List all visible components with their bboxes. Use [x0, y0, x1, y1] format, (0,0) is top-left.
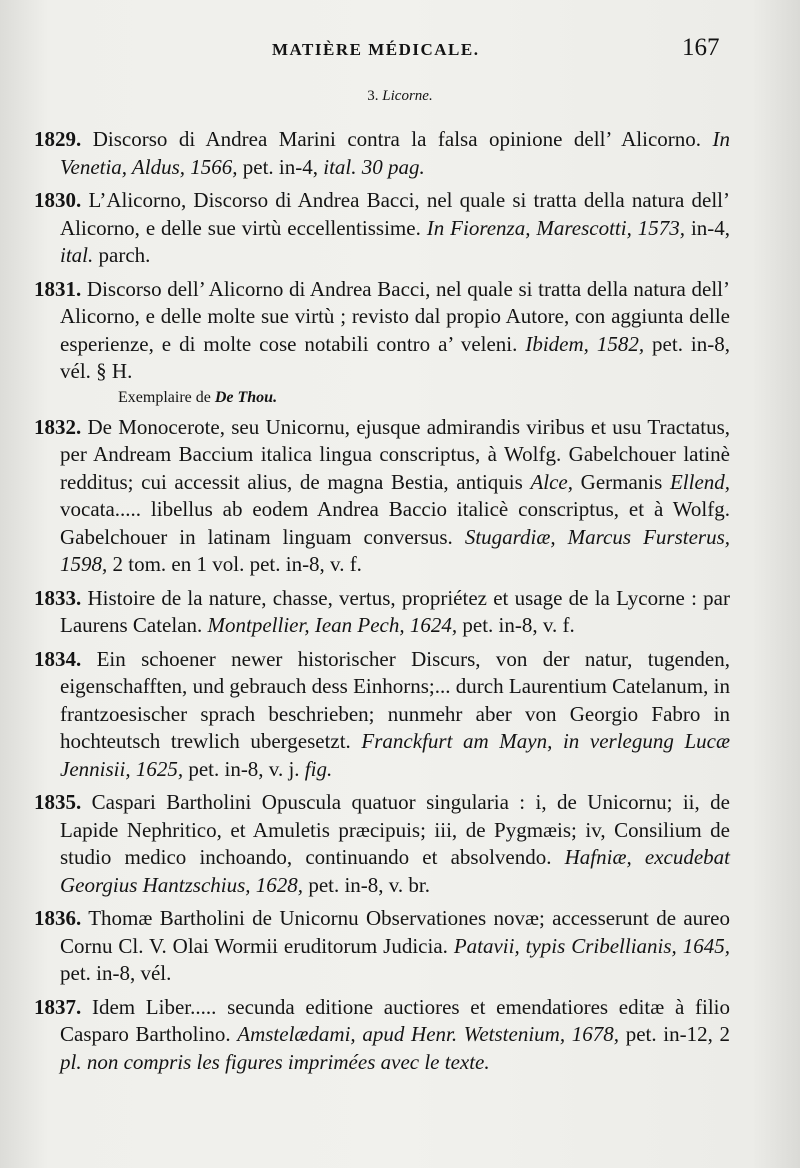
- entry-italic-word: Alce,: [530, 469, 574, 494]
- entry-text: Idem Liber..... secunda editione auctiores et emendatiores editæ à filio Casparo Bartholino.: [60, 994, 730, 1046]
- entry-imprint: In Fiorenza, Marescotti, 1573,: [426, 215, 686, 240]
- entry-1837: [34, 994, 730, 1077]
- entry-text: Ein schoener newer historischer Discurs, von der natur, tugenden, eigenschafften, und gebrauch dess Einhorns;... durch Laurentium Catelanum, in frantzoesischer sprach beschrieben; nunmehr aber von Georgio Fabro in hochteutsch trewlich ubergesetzt.: [60, 646, 731, 753]
- entry-tail: pl. non compris les figures imprimées avec le texte.: [60, 1049, 490, 1074]
- note-name: De Thou.: [214, 388, 278, 406]
- running-head: MATIÈRE MÉDICALE.: [272, 40, 480, 59]
- entry-text-middle: Germanis: [580, 469, 663, 494]
- entry-format: pet. in-8, v. j.: [188, 756, 300, 781]
- entry-text: Caspari Bartholini Opuscula quatuor singularia : i, de Unicornu; ii, de Lapide Nephritico, et Amuletis præcipuis; iii, de Pygmæis; iv, Consilium de studio medico inchoando, continuando et absolvendo.: [60, 790, 730, 869]
- entry-number: 1836.: [34, 906, 82, 930]
- entry-tail: ital. 30 pag.: [323, 154, 425, 179]
- entry-1829: [34, 126, 730, 181]
- entry-imprint: Montpellier, Iean Pech, 1624,: [207, 613, 458, 637]
- entry-text: De Monocerote, seu Unicornu, ejusque admirandis viribus et usu Tractatus, per Andream Baccium italica lingua conscriptus, à Wolfg. Gabelchouer latinè redditus; cui accessit alius, de magna Bestia, antiquis: [60, 414, 730, 494]
- entry-text: Discorso dell’ Alicorno di Andrea Bacci, nel quale si tratta della natura dell’ Alicorno, e delle molte sue virtù ; revisto dal propio Autore, con aggiunta delle esperienze, e di molte cose notabili contro a’ veleni.: [60, 276, 730, 356]
- entry-text: Thomæ Bartholini de Unicornu Observationes novæ; accesserunt de aureo Cornu Cl. V. Olai Wormii eruditorum Judicia.: [60, 906, 730, 958]
- entry-text: L’Alicorno, Discorso di Andrea Bacci, nel quale si tratta della natura dell’ Alicorno, e delle sue virtù eccellentissime.: [60, 188, 730, 240]
- section-title: Licorne.: [382, 88, 433, 104]
- note-prefix: Exemplaire de: [118, 388, 211, 406]
- section-heading: [0, 88, 800, 105]
- entry-number: 1837.: [34, 994, 82, 1019]
- entry-imprint: In Venetia, Aldus, 1566,: [60, 127, 731, 179]
- entry-number: 1835.: [34, 790, 82, 814]
- entry-imprint: Hafniæ, excudebat Georgius Hantzschius, 1628,: [60, 845, 730, 897]
- entry-imprint: Patavii, typis Cribellianis, 1645,: [453, 933, 730, 958]
- provenance-note: [118, 388, 730, 408]
- page-header: [0, 34, 800, 70]
- entry-text: Histoire de la nature, chasse, vertus, propriétez et usage de la Lycorne : par Laurens Catelan.: [60, 585, 730, 637]
- entry-format: in-4,: [690, 215, 731, 240]
- entry-imprint: Franckfurt am Mayn, in verlegung Lucæ Jennisii, 1625,: [60, 729, 730, 781]
- entry-1832: [34, 414, 730, 579]
- entry-1830: [34, 187, 730, 270]
- entry-1833: [34, 585, 730, 640]
- entry-number: 1829.: [34, 127, 82, 151]
- entry-number: 1832.: [34, 414, 82, 439]
- entry-tail: fig.: [304, 756, 333, 781]
- entry-number: 1833.: [34, 585, 82, 610]
- entry-format: pet. in-12, 2: [625, 1022, 731, 1046]
- entry-1831: [34, 276, 730, 386]
- entry-text-rest: vocata..... libellus ab eodem Andrea Baccio italicè conscriptus, et à Wolfg. Gabelchouer in latinam linguam conversus.: [60, 497, 730, 549]
- entry-number: 1831.: [34, 276, 82, 301]
- section-number: 3.: [367, 88, 379, 104]
- entry-number: 1830.: [34, 188, 82, 212]
- entry-imprint: Stugardiæ, Marcus Fursterus, 1598,: [60, 524, 730, 576]
- entry-imprint: Amstelædami, apud Henr. Wetstenium, 1678,: [237, 1022, 620, 1046]
- entry-1835: [34, 789, 730, 899]
- entry-format: pet. in-8, v. br.: [308, 872, 431, 897]
- entry-1834: [34, 646, 730, 784]
- entry-text: Discorso di Andrea Marini contra la falsa opinione dell’ Alicorno.: [92, 127, 702, 151]
- entry-format: 2 tom. en 1 vol. pet. in-8, v. f.: [112, 552, 362, 576]
- entry-binding: parch.: [98, 243, 151, 267]
- entry-imprint: Ibidem, 1582,: [525, 331, 645, 356]
- entry-italic-word: Ellend,: [669, 469, 731, 494]
- entry-format: pet. in-4,: [242, 154, 318, 179]
- entry-1836: [34, 905, 730, 988]
- entry-format: pet. in-8, v. f.: [462, 613, 575, 637]
- bibliography-list: [34, 126, 730, 1082]
- entry-tail: ital.: [60, 243, 94, 267]
- entry-format: pet. in-8, vél. § H.: [60, 331, 730, 383]
- page-number: 167: [682, 34, 720, 61]
- entry-number: 1834.: [34, 646, 82, 671]
- entry-format: pet. in-8, vél.: [60, 961, 172, 985]
